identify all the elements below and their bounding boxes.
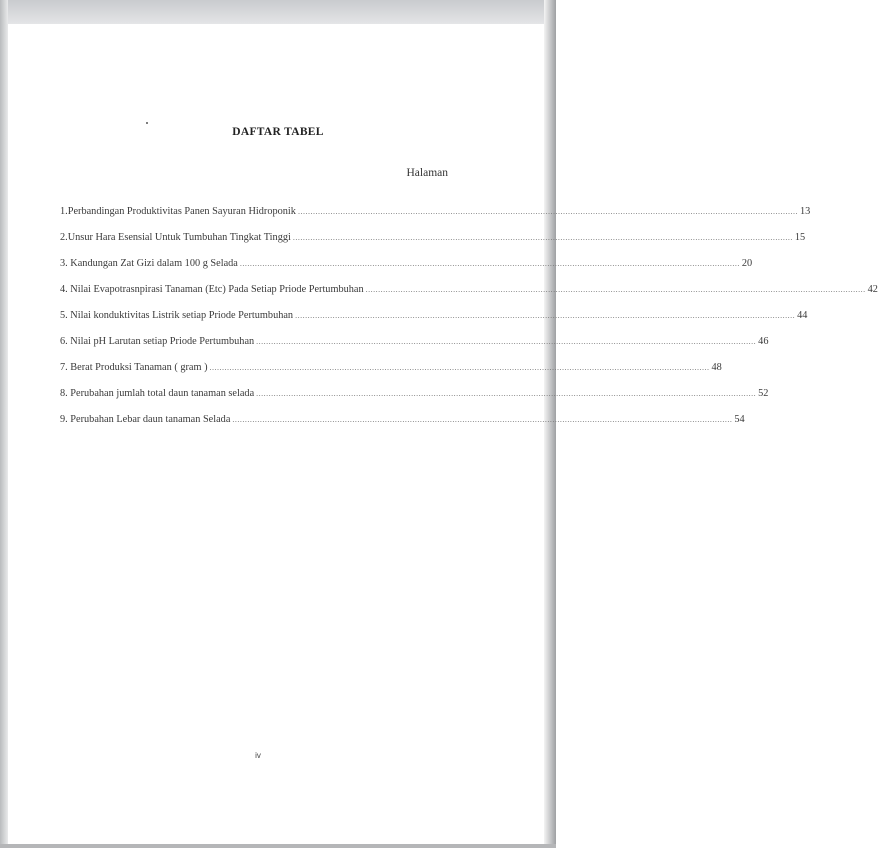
toc-entry-page: 13 — [799, 206, 811, 217]
toc-entry — [60, 258, 753, 274]
toc-entry — [60, 310, 808, 326]
toc-entry — [60, 362, 722, 378]
toc-entry-title: 2.Unsur Hara Esensial Untuk Tumbuhan Tingkat Tinggi — [60, 232, 291, 243]
toc-entry-title: 8. Perubahan jumlah total daun tanaman selada — [60, 388, 255, 399]
toc-leader-dots: ........................................................................................................................................................................................................ — [232, 415, 733, 424]
toc-leader-dots: ........................................................................................................................................................................................................ — [209, 363, 710, 372]
page-column-header: Halaman — [406, 167, 448, 179]
toc-entry-title: 1.Perbandingan Produktivitas Panen Sayuran Hidroponik — [60, 206, 296, 217]
toc-entry-title: 9. Perubahan Lebar daun tanaman Selada — [60, 414, 231, 425]
toc-entry — [60, 232, 806, 248]
document-page — [8, 24, 544, 844]
toc-leader-dots: ........................................................................................................................................................................................................ — [295, 311, 796, 320]
toc-entry — [60, 206, 811, 222]
toc-entry — [60, 336, 769, 352]
toc-entry-page: 42 — [867, 284, 878, 295]
toc-entry-page: 44 — [797, 310, 808, 321]
scan-shadow-top — [0, 0, 556, 24]
toc-entry-page: 52 — [758, 388, 769, 399]
toc-leader-dots: ........................................................................................................................................................................................................ — [292, 233, 793, 242]
toc-entry-title: 7. Berat Produksi Tanaman ( gram ) — [60, 362, 208, 373]
toc-entry-page: 48 — [711, 362, 722, 373]
toc-entry — [60, 388, 769, 404]
toc-leader-dots: ........................................................................................................................................................................................................ — [256, 337, 757, 346]
toc-entry-page: 54 — [734, 414, 745, 425]
toc-entry-title: 5. Nilai konduktivitas Listrik setiap Priode Pertumbuhan — [60, 310, 294, 321]
toc-leader-dots: ........................................................................................................................................................................................................ — [365, 285, 866, 294]
toc-entry-page: 20 — [741, 258, 753, 269]
toc-entry-title: 4. Nilai Evapotrasnpirasi Tanaman (Etc) Pada Setiap Priode Pertumbuhan — [60, 284, 364, 295]
toc-entry — [60, 414, 745, 430]
page-title: DAFTAR TABEL — [232, 126, 324, 138]
toc-entry-page: 15 — [794, 232, 806, 243]
scan-speck — [146, 122, 148, 124]
page-number: iv — [255, 751, 261, 760]
toc-entry — [60, 284, 878, 300]
toc-entry-title: 3. Kandungan Zat Gizi dalam 100 g Selada — [60, 258, 238, 269]
toc-leader-dots: ........................................................................................................................................................................................................ — [256, 389, 757, 398]
toc-entry-page: 46 — [758, 336, 769, 347]
scan-shadow-bottom — [0, 844, 556, 848]
toc-leader-dots: ........................................................................................................................................................................................................ — [239, 259, 740, 268]
toc-entry-title: 6. Nilai pH Larutan setiap Priode Pertumbuhan — [60, 336, 255, 347]
toc-leader-dots: ........................................................................................................................................................................................................ — [297, 207, 798, 216]
